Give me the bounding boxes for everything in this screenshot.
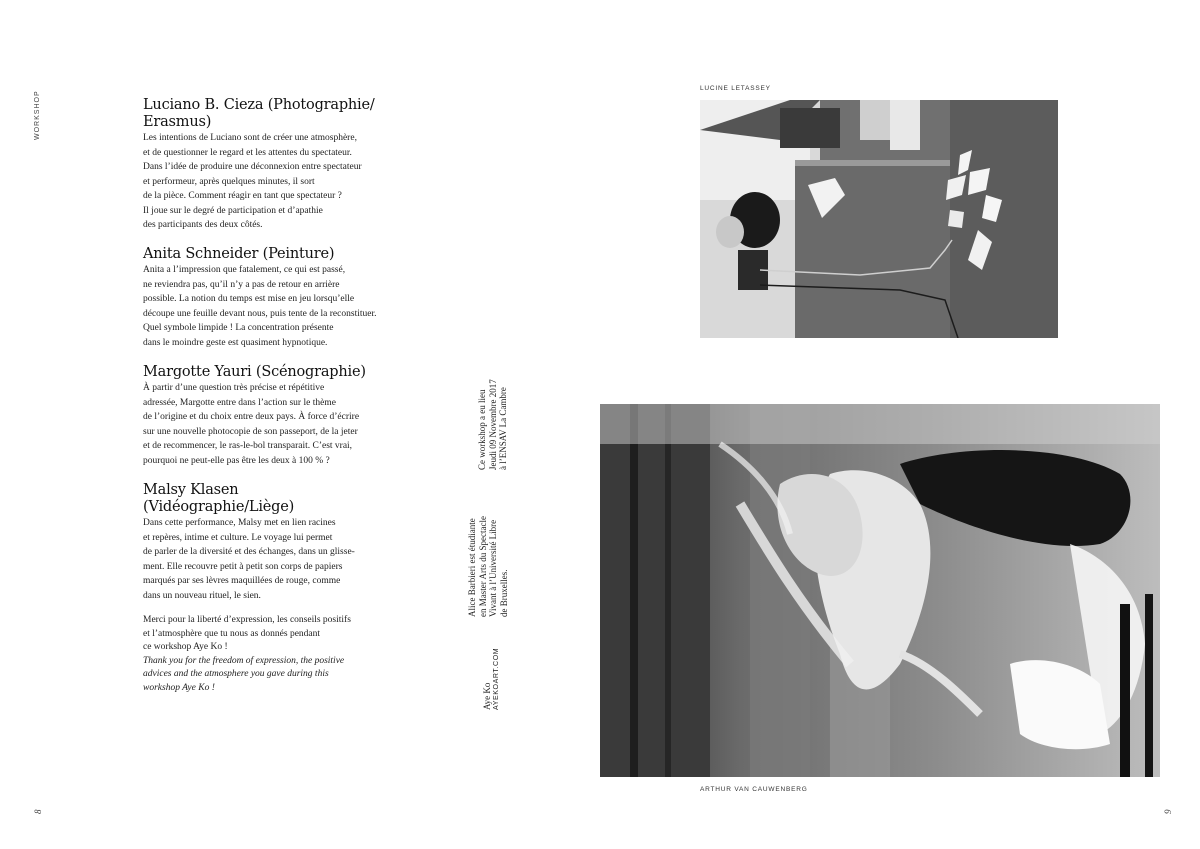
section-body: À partir d’une question très précise et répétitive adressée, Margotte entre dans l’action sur le thème de l’origine et du choix entre deux pays. À force d’écrire sur une nouvelle photocopie de son passeport, de la jeter et de recommencer, le ras-le-bol transparait. C’est vrai, pourquoi ne peut-elle pas être les deux à 100 % ? xyxy=(143,383,360,466)
section-luciano xyxy=(143,97,393,233)
section-body: Dans cette performance, Malsy met en lien racines et repères, intime et culture. Le voyage lui permet de parler de la diversité et des échanges, dans un glisse- ment. Elle recouvre petit à petit son corps de papiers marqués par ses lèvres maquillées de rouge, comme dans un nouveau rituel, le sien. xyxy=(143,518,355,601)
section-body: Anita a l’impression que fatalement, ce qui est passé, ne reviendra pas, qu’il n’y a pas de retour en arrière possible. La notion du temps est mise en jeu lorsqu’elle découpe une feuille devant nous, puis tente de la reconstituer. Quel symbole limpide ! La concentration présente dans le moindre geste est quasiment hypnotique. xyxy=(143,265,377,348)
running-head: WORKSHOP xyxy=(34,90,41,140)
photo-credit-top: LUCINE LETASSEY xyxy=(700,85,771,92)
page-number-right: 9 xyxy=(1163,809,1173,814)
artist-website: AYEKOART.COM xyxy=(493,647,500,710)
section-malsy xyxy=(143,482,393,603)
performance-photo-top xyxy=(700,100,1058,338)
closing-thanks xyxy=(143,614,393,695)
section-margotte xyxy=(143,364,393,468)
closing-french: Merci pour la liberté d’expression, les conseils positifs et l’atmosphère que tu nous as donnés pendant ce workshop Aye Ko ! xyxy=(143,615,351,652)
performance-photo-bottom xyxy=(600,404,1160,777)
page-number-left: 8 xyxy=(33,809,43,814)
section-anita xyxy=(143,246,393,350)
photo-bottom-art xyxy=(600,404,1160,777)
artist-name: Aye Ko xyxy=(482,682,492,710)
section-heading: Anita Schneider (Peinture) xyxy=(143,246,335,262)
section-body: Les intentions de Luciano sont de créer une atmosphère, et de questionner le regard et les attentes du spectateur. Dans l’idée de produire une déconnexion entre spectateur et performeur, après quelques minutes, il sort de la pièce. Comment réagir en tant que spectateur ? Il joue sur le degré de participation et d’apathie des participants des deux côtés. xyxy=(143,133,362,230)
workshop-note: Ce workshop a eu lieu Jeudi 09 Novembre 2017 à l’ENSAV La Cambre xyxy=(477,379,508,470)
closing-english: Thank you for the freedom of expression, the positive advices and the atmosphere you gave during this workshop Aye Ko ! xyxy=(143,655,345,693)
author-note: Alice Barbieri est étudiante en Master Arts du Spectacle Vivant à l’Université Libre de Bruxelles. xyxy=(467,516,509,617)
section-heading: Malsy Klasen (Vidéographie/Liège) xyxy=(143,482,295,515)
photo-credit-bottom: ARTHUR VAN CAUWENBERG xyxy=(700,786,808,793)
section-heading: Margotte Yauri (Scénographie) xyxy=(143,364,366,380)
section-heading: Luciano B. Cieza (Photographie/ Erasmus) xyxy=(143,97,375,130)
photo-top-art xyxy=(700,100,1058,338)
